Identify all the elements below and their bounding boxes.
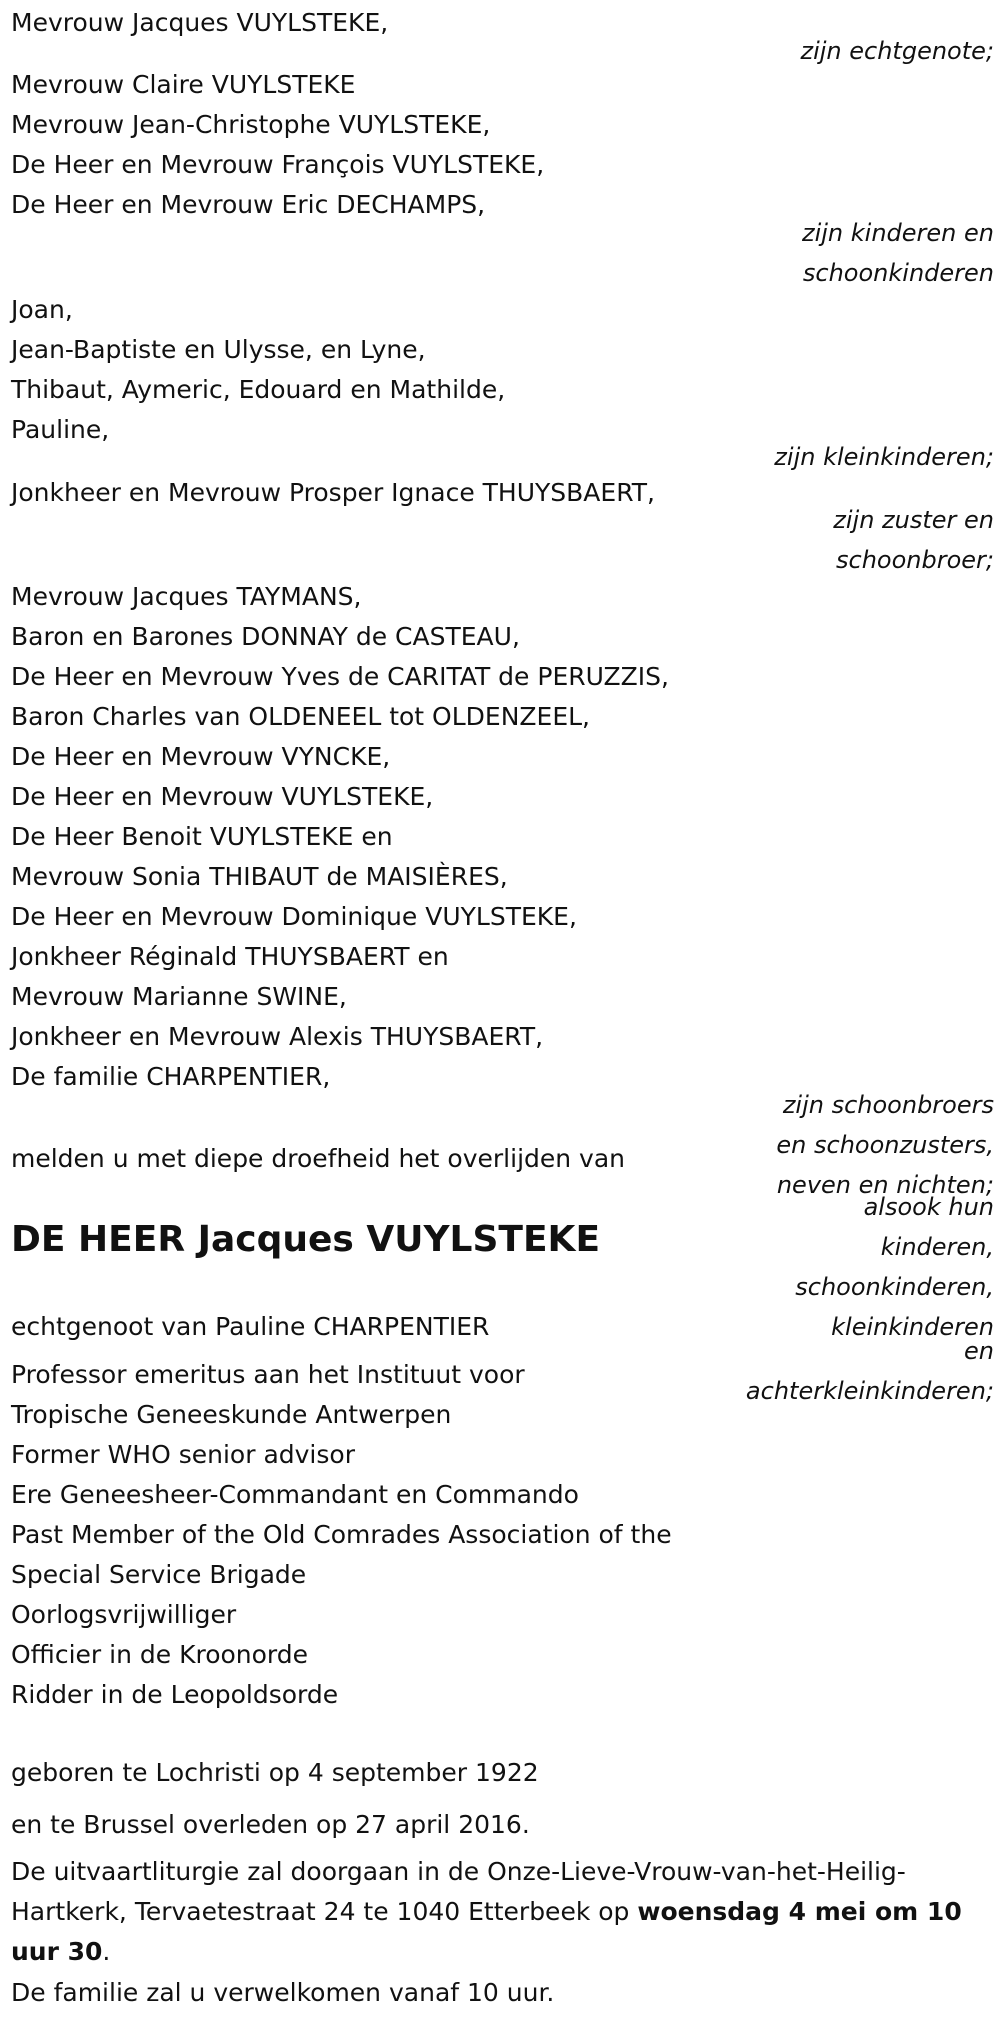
relation-label: kinderen, xyxy=(880,1233,994,1261)
title-line: Former WHO senior advisor xyxy=(11,1440,355,1469)
title-line: Past Member of the Old Comrades Association of the xyxy=(11,1520,672,1549)
death-line: en te Brussel overleden op 27 april 2016. xyxy=(11,1810,530,1839)
announcement-line: melden u met diepe droefheid het overlijden van xyxy=(11,1144,626,1173)
grandchild-line: Joan, xyxy=(11,295,73,324)
relation-label: schoonbroer; xyxy=(836,546,994,574)
grandchild-line: Pauline, xyxy=(11,415,110,444)
relation-label: en schoonzusters, xyxy=(776,1131,994,1159)
grandchild-line: Jean-Baptiste en Ulysse, en Lyne, xyxy=(11,335,426,364)
title-line: Oorlogsvrijwilliger xyxy=(11,1600,237,1629)
spouse-line: Mevrouw Jacques VUYLSTEKE, xyxy=(11,8,389,37)
deceased-name-heading: DE HEER Jacques VUYLSTEKE xyxy=(11,1219,601,1260)
relation-label: achterkleinkinderen; xyxy=(745,1377,994,1405)
relation-label: neven en nichten; xyxy=(776,1171,994,1199)
child-line: Mevrouw Jean-Christophe VUYLSTEKE, xyxy=(11,110,491,139)
birth-line: geboren te Lochristi op 4 september 1922 xyxy=(11,1758,539,1787)
in-law-line: Mevrouw Sonia THIBAUT de MAISIÈRES, xyxy=(11,862,508,891)
grandchild-line: Thibaut, Aymeric, Edouard en Mathilde, xyxy=(11,375,506,404)
relation-label: alsook hun xyxy=(863,1193,994,1221)
child-line: De Heer en Mevrouw Eric DECHAMPS, xyxy=(11,190,486,219)
title-line: Officier in de Kroonorde xyxy=(11,1640,309,1669)
in-law-line: De Heer en Mevrouw Yves de CARITAT de PERUZZIS, xyxy=(11,662,669,691)
child-line: De Heer en Mevrouw François VUYLSTEKE, xyxy=(11,150,545,179)
title-line: Ridder in de Leopoldsorde xyxy=(11,1680,339,1709)
in-law-line: De Heer Benoit VUYLSTEKE en xyxy=(11,822,393,851)
relation-label: schoonkinderen, xyxy=(795,1273,994,1301)
title-line: Ere Geneesheer-Commandant en Commando xyxy=(11,1480,579,1509)
in-law-line: De Heer en Mevrouw Dominique VUYLSTEKE, xyxy=(11,902,577,931)
relation-label: kleinkinderen xyxy=(831,1313,994,1341)
relation-label: zijn kinderen en xyxy=(802,219,994,247)
child-line: Mevrouw Claire VUYLSTEKE xyxy=(11,70,356,99)
in-law-line: Jonkheer en Mevrouw Alexis THUYSBAERT, xyxy=(11,1022,544,1051)
funeral-end: . xyxy=(102,1937,111,1966)
sister-line: Jonkheer en Mevrouw Prosper Ignace THUYSBAERT, xyxy=(11,478,655,507)
funeral-paragraph xyxy=(11,1852,986,1972)
relation-label: zijn kleinkinderen; xyxy=(774,443,994,471)
in-law-line: Mevrouw Marianne SWINE, xyxy=(11,982,347,1011)
in-law-line: Mevrouw Jacques TAYMANS, xyxy=(11,582,362,611)
title-line: Special Service Brigade xyxy=(11,1560,307,1589)
in-law-line: Jonkheer Réginald THUYSBAERT en xyxy=(11,942,449,971)
in-law-line: Baron Charles van OLDENEEL tot OLDENZEEL, xyxy=(11,702,591,731)
funeral-datetime: woensdag 4 mei om 10 uur 30 xyxy=(11,1897,962,1966)
title-line: Tropische Geneeskunde Antwerpen xyxy=(11,1400,452,1429)
title-line: Professor emeritus aan het Instituut voor xyxy=(11,1360,525,1389)
in-law-line: De Heer en Mevrouw VYNCKE, xyxy=(11,742,391,771)
relation-label: schoonkinderen xyxy=(802,259,994,287)
reception-line: De familie zal u verwelkomen vanaf 10 uur. xyxy=(11,1978,555,2007)
funeral-text: De uitvaartliturgie zal doorgaan in de Onze-Lieve-Vrouw-van-het-Heilig-Hartkerk, Tervaetestraat 24 te 1040 Etterbeek op xyxy=(11,1857,906,1926)
relation-label: en xyxy=(964,1337,994,1365)
spouse-of-line: echtgenoot van Pauline CHARPENTIER xyxy=(11,1312,490,1341)
in-law-line: De familie CHARPENTIER, xyxy=(11,1062,331,1091)
relation-label: zijn zuster en xyxy=(833,506,994,534)
in-law-line: Baron en Barones DONNAY de CASTEAU, xyxy=(11,622,520,651)
in-law-line: De Heer en Mevrouw VUYLSTEKE, xyxy=(11,782,434,811)
relation-label: zijn schoonbroers xyxy=(782,1091,994,1119)
relation-label: zijn echtgenote; xyxy=(800,37,994,65)
